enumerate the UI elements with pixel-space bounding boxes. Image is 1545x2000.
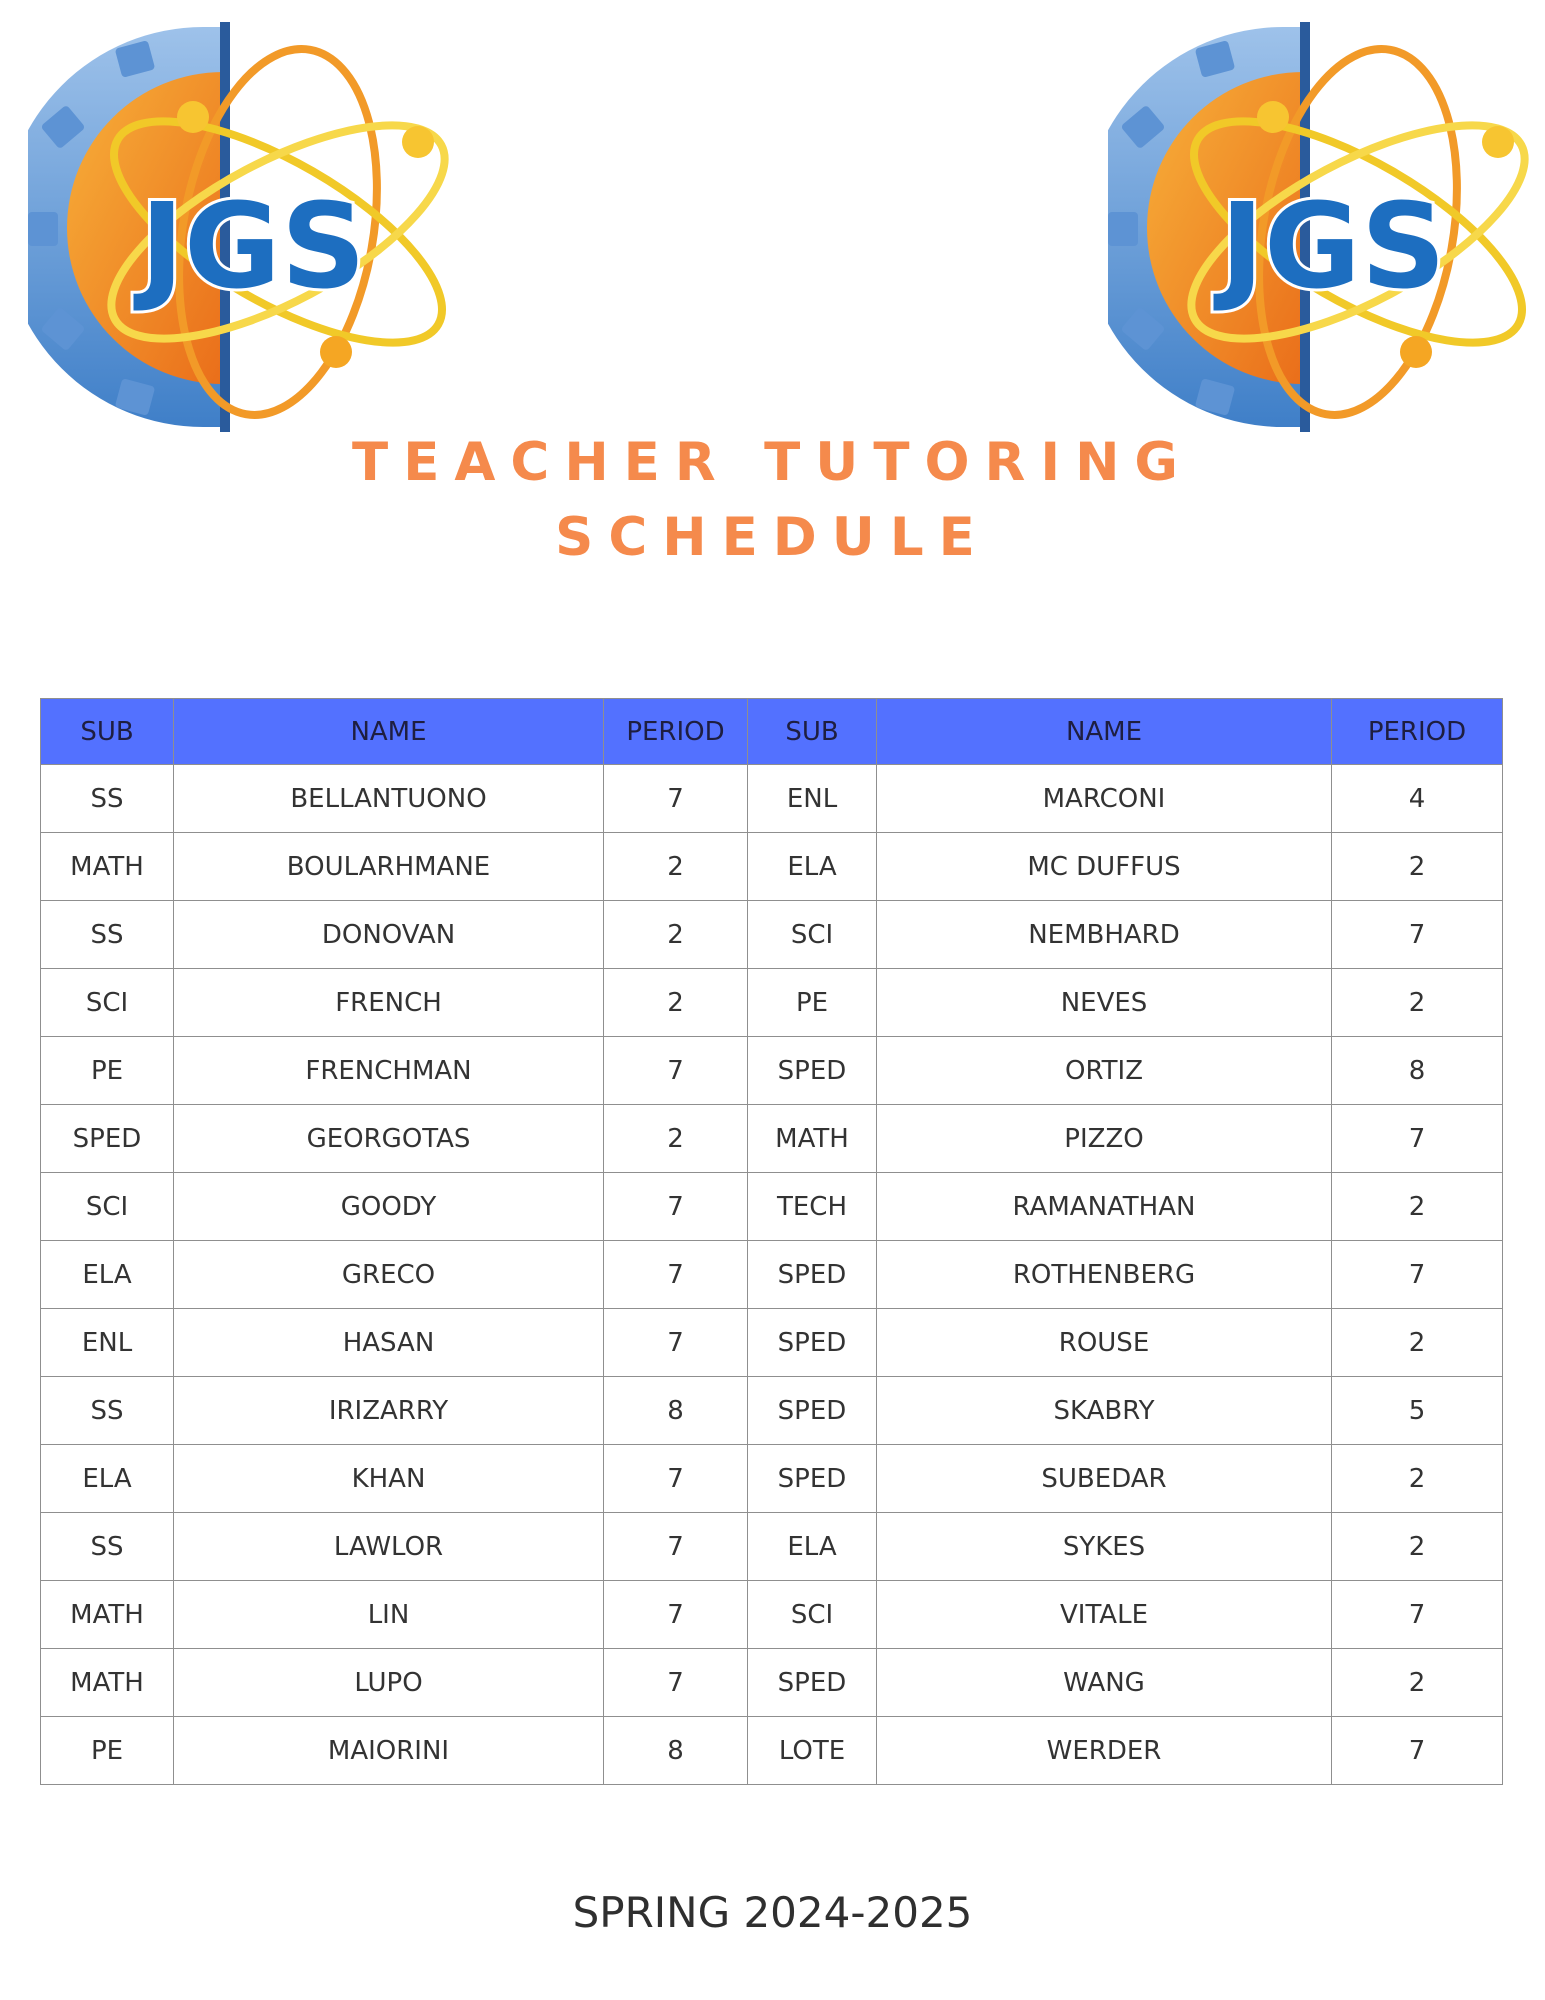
cell-name: LIN xyxy=(174,1581,604,1649)
cell-period: 8 xyxy=(604,1717,748,1785)
cell-period: 2 xyxy=(1332,1445,1503,1513)
cell-name: RAMANATHAN xyxy=(877,1173,1332,1241)
table-row xyxy=(41,1309,1503,1377)
table-row xyxy=(41,765,1503,833)
cell-period: 7 xyxy=(1332,901,1503,969)
cell-sub: ELA xyxy=(41,1241,174,1309)
cell-name: WERDER xyxy=(877,1717,1332,1785)
cell-name: SKABRY xyxy=(877,1377,1332,1445)
cell-period: 2 xyxy=(1332,833,1503,901)
column-header-name: NAME xyxy=(174,699,604,765)
cell-sub: SS xyxy=(41,765,174,833)
cell-period: 8 xyxy=(604,1377,748,1445)
title-line-1: TEACHER TUTORING xyxy=(352,432,1193,493)
cell-period: 2 xyxy=(1332,1173,1503,1241)
cell-name: GOODY xyxy=(174,1173,604,1241)
cell-period: 2 xyxy=(604,969,748,1037)
cell-name: GEORGOTAS xyxy=(174,1105,604,1173)
cell-period: 2 xyxy=(604,901,748,969)
cell-sub: ELA xyxy=(41,1445,174,1513)
cell-name: SUBEDAR xyxy=(877,1445,1332,1513)
cell-period: 8 xyxy=(1332,1037,1503,1105)
cell-period: 7 xyxy=(604,1037,748,1105)
cell-name: IRIZARRY xyxy=(174,1377,604,1445)
cell-name: VITALE xyxy=(877,1581,1332,1649)
page-title xyxy=(0,425,1545,575)
table-row xyxy=(41,1173,1503,1241)
column-header-period: PERIOD xyxy=(1332,699,1503,765)
table-row xyxy=(41,1649,1503,1717)
cell-name: MAIORINI xyxy=(174,1717,604,1785)
svg-text:JGS: JGS xyxy=(1220,177,1446,315)
table-header-row xyxy=(41,699,1503,765)
cell-name: MARCONI xyxy=(877,765,1332,833)
cell-period: 7 xyxy=(604,765,748,833)
column-header-period: PERIOD xyxy=(604,699,748,765)
cell-name: LAWLOR xyxy=(174,1513,604,1581)
cell-name: NEVES xyxy=(877,969,1332,1037)
table-row xyxy=(41,1513,1503,1581)
cell-sub: ELA xyxy=(748,833,877,901)
cell-sub: SS xyxy=(41,901,174,969)
cell-sub: SPED xyxy=(41,1105,174,1173)
cell-sub: SPED xyxy=(748,1309,877,1377)
cell-period: 7 xyxy=(604,1173,748,1241)
cell-period: 2 xyxy=(1332,1649,1503,1717)
cell-name: FRENCH xyxy=(174,969,604,1037)
cell-sub: PE xyxy=(41,1037,174,1105)
table-row xyxy=(41,1105,1503,1173)
term-label: SPRING 2024-2025 xyxy=(572,1888,973,1937)
tutoring-schedule-table xyxy=(40,698,1503,1785)
column-header-sub: SUB xyxy=(748,699,877,765)
jgs-logo-graphic xyxy=(1108,22,1545,432)
cell-sub: MATH xyxy=(748,1105,877,1173)
cell-sub: ENL xyxy=(41,1309,174,1377)
cell-sub: LOTE xyxy=(748,1717,877,1785)
cell-name: ROTHENBERG xyxy=(877,1241,1332,1309)
cell-period: 2 xyxy=(604,1105,748,1173)
table-row xyxy=(41,901,1503,969)
cell-period: 2 xyxy=(1332,1513,1503,1581)
cell-name: LUPO xyxy=(174,1649,604,1717)
cell-sub: SPED xyxy=(748,1241,877,1309)
cell-sub: MATH xyxy=(41,1649,174,1717)
cell-name: ROUSE xyxy=(877,1309,1332,1377)
jgs-logo-graphic xyxy=(28,22,468,432)
cell-name: GRECO xyxy=(174,1241,604,1309)
cell-sub: SCI xyxy=(41,1173,174,1241)
jgs-logo-left xyxy=(28,22,468,432)
cell-name: HASAN xyxy=(174,1309,604,1377)
cell-sub: SCI xyxy=(748,1581,877,1649)
cell-name: DONOVAN xyxy=(174,901,604,969)
title-line-2: SCHEDULE xyxy=(555,507,990,568)
table-row xyxy=(41,1581,1503,1649)
cell-period: 7 xyxy=(1332,1581,1503,1649)
cell-sub: SPED xyxy=(748,1377,877,1445)
cell-period: 2 xyxy=(1332,969,1503,1037)
cell-name: WANG xyxy=(877,1649,1332,1717)
cell-sub: SS xyxy=(41,1513,174,1581)
table-row xyxy=(41,1241,1503,1309)
cell-period: 7 xyxy=(604,1649,748,1717)
cell-name: BOULARHMANE xyxy=(174,833,604,901)
cell-sub: SPED xyxy=(748,1037,877,1105)
cell-name: SYKES xyxy=(877,1513,1332,1581)
svg-text:JGS: JGS xyxy=(140,177,366,315)
column-header-sub: SUB xyxy=(41,699,174,765)
table-row xyxy=(41,1377,1503,1445)
cell-period: 7 xyxy=(604,1309,748,1377)
cell-sub: MATH xyxy=(41,1581,174,1649)
cell-period: 2 xyxy=(604,833,748,901)
cell-period: 7 xyxy=(1332,1241,1503,1309)
cell-name: PIZZO xyxy=(877,1105,1332,1173)
table-row xyxy=(41,1717,1503,1785)
cell-sub: SCI xyxy=(41,969,174,1037)
cell-sub: ELA xyxy=(748,1513,877,1581)
cell-sub: ENL xyxy=(748,765,877,833)
jgs-logo-right xyxy=(1108,22,1545,432)
cell-period: 5 xyxy=(1332,1377,1503,1445)
table-row xyxy=(41,833,1503,901)
cell-sub: SPED xyxy=(748,1445,877,1513)
cell-period: 4 xyxy=(1332,765,1503,833)
cell-name: NEMBHARD xyxy=(877,901,1332,969)
cell-sub: MATH xyxy=(41,833,174,901)
cell-period: 7 xyxy=(1332,1105,1503,1173)
cell-period: 7 xyxy=(1332,1717,1503,1785)
table-body xyxy=(41,765,1503,1785)
cell-period: 7 xyxy=(604,1445,748,1513)
cell-period: 7 xyxy=(604,1241,748,1309)
cell-sub: TECH xyxy=(748,1173,877,1241)
cell-sub: PE xyxy=(748,969,877,1037)
cell-sub: SCI xyxy=(748,901,877,969)
cell-period: 7 xyxy=(604,1513,748,1581)
cell-name: FRENCHMAN xyxy=(174,1037,604,1105)
cell-name: KHAN xyxy=(174,1445,604,1513)
cell-sub: SPED xyxy=(748,1649,877,1717)
table-row xyxy=(41,1037,1503,1105)
column-header-name: NAME xyxy=(877,699,1332,765)
cell-name: ORTIZ xyxy=(877,1037,1332,1105)
cell-sub: PE xyxy=(41,1717,174,1785)
cell-period: 7 xyxy=(604,1581,748,1649)
cell-name: BELLANTUONO xyxy=(174,765,604,833)
table-row xyxy=(41,969,1503,1037)
cell-name: MC DUFFUS xyxy=(877,833,1332,901)
cell-period: 2 xyxy=(1332,1309,1503,1377)
cell-sub: SS xyxy=(41,1377,174,1445)
table-row xyxy=(41,1445,1503,1513)
